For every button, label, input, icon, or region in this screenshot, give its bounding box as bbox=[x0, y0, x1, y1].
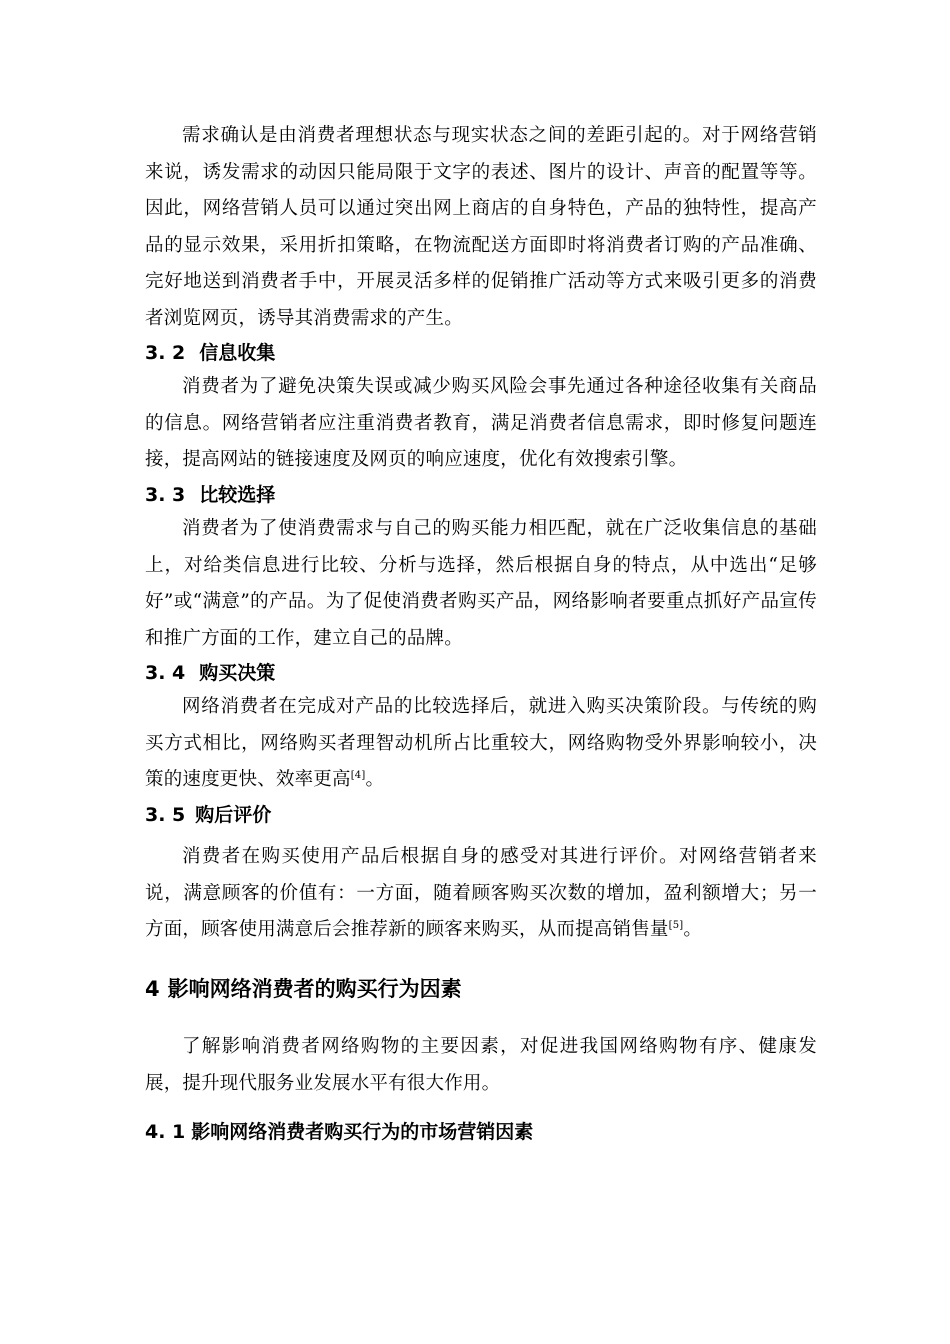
document-body bbox=[145, 118, 817, 1148]
chapter-number: 4 bbox=[145, 977, 160, 1001]
section-number: 3. 5 bbox=[145, 804, 186, 826]
chapter-title: 影响网络消费者的购买行为因素 bbox=[167, 977, 462, 1001]
paragraph-text: 消费者在购买使用产品后根据自身的感受对其进行评价。对网络营销者来说，满意顾客的价值有：一方面，随着顾客购买次数的增加，盈利额增大；另一方面，顾客使用满意后会推荐新的顾客来购买，从而提高销售量 bbox=[145, 846, 817, 940]
section-heading-3-3 bbox=[145, 479, 817, 511]
section-title: 影响网络消费者购买行为的市场营销因素 bbox=[191, 1121, 534, 1143]
section-heading-3-5 bbox=[145, 799, 817, 831]
section-title: 购买决策 bbox=[199, 662, 276, 684]
section-heading-3-4 bbox=[145, 657, 817, 689]
section-number: 3. 4 bbox=[145, 662, 186, 684]
paragraph-text: 网络消费者在完成对产品的比较选择后，就进入购买决策阶段。与传统的购买方式相比，网络购买者理智动机所占比重较大，网络购物受外界影响较小，决策的速度更快、效率更高 bbox=[145, 696, 817, 790]
section-heading-4-1 bbox=[145, 1116, 817, 1148]
paragraph-end: 。 bbox=[365, 769, 385, 790]
paragraph-information-search: 消费者为了避免决策失误或减少购买风险会事先通过各种途径收集有关商品的信息。网络营销者应注重消费者教育，满足消费者信息需求，即时修复问题连接，提高网站的链接速度及网页的响应速度，优化有效搜索引擎。 bbox=[145, 376, 817, 470]
paragraph-comparison: 消费者为了使消费需求与自己的购买能力相匹配，就在广泛收集信息的基础上，对给类信息进行比较、分析与选择，然后根据自身的特点，从中选出“足够好”或“满意”的产品。为了促使消费者购买产品，网络影响者要重点抓好产品宣传和推广方面的工作，建立自己的品牌。 bbox=[145, 518, 817, 649]
chapter-heading-4 bbox=[145, 971, 817, 1007]
citation-ref: [5] bbox=[668, 920, 684, 931]
section-title: 信息收集 bbox=[199, 342, 276, 364]
section-number: 3. 3 bbox=[145, 484, 186, 506]
section-heading-3-2 bbox=[145, 337, 817, 369]
section-number: 4. 1 bbox=[145, 1121, 186, 1143]
paragraph-factors-intro: 了解影响消费者网络购物的主要因素，对促进我国网络购物有序、健康发展，提升现代服务业发展水平有很大作用。 bbox=[145, 1036, 817, 1094]
citation-ref: [4] bbox=[350, 770, 366, 781]
section-title: 购后评价 bbox=[195, 804, 272, 826]
section-title: 比较选择 bbox=[199, 484, 276, 506]
paragraph-purchase-decision bbox=[145, 689, 817, 799]
paragraph-post-purchase bbox=[145, 839, 817, 949]
section-number: 3. 2 bbox=[145, 342, 186, 364]
paragraph-need-recognition: 需求确认是由消费者理想状态与现实状态之间的差距引起的。对于网络营销来说，诱发需求的动因只能局限于文字的表述、图片的设计、声音的配置等等。因此，网络营销人员可以通过突出网上商店的自身特色，产品的独特性，提高产品的显示效果，采用折扣策略，在物流配送方面即时将消费者订购的产品准确、完好地送到消费者手中，开展灵活多样的促销推广活动等方式来吸引更多的消费者浏览网页，诱导其消费需求的产生。 bbox=[145, 125, 817, 329]
paragraph-end: 。 bbox=[683, 919, 703, 940]
